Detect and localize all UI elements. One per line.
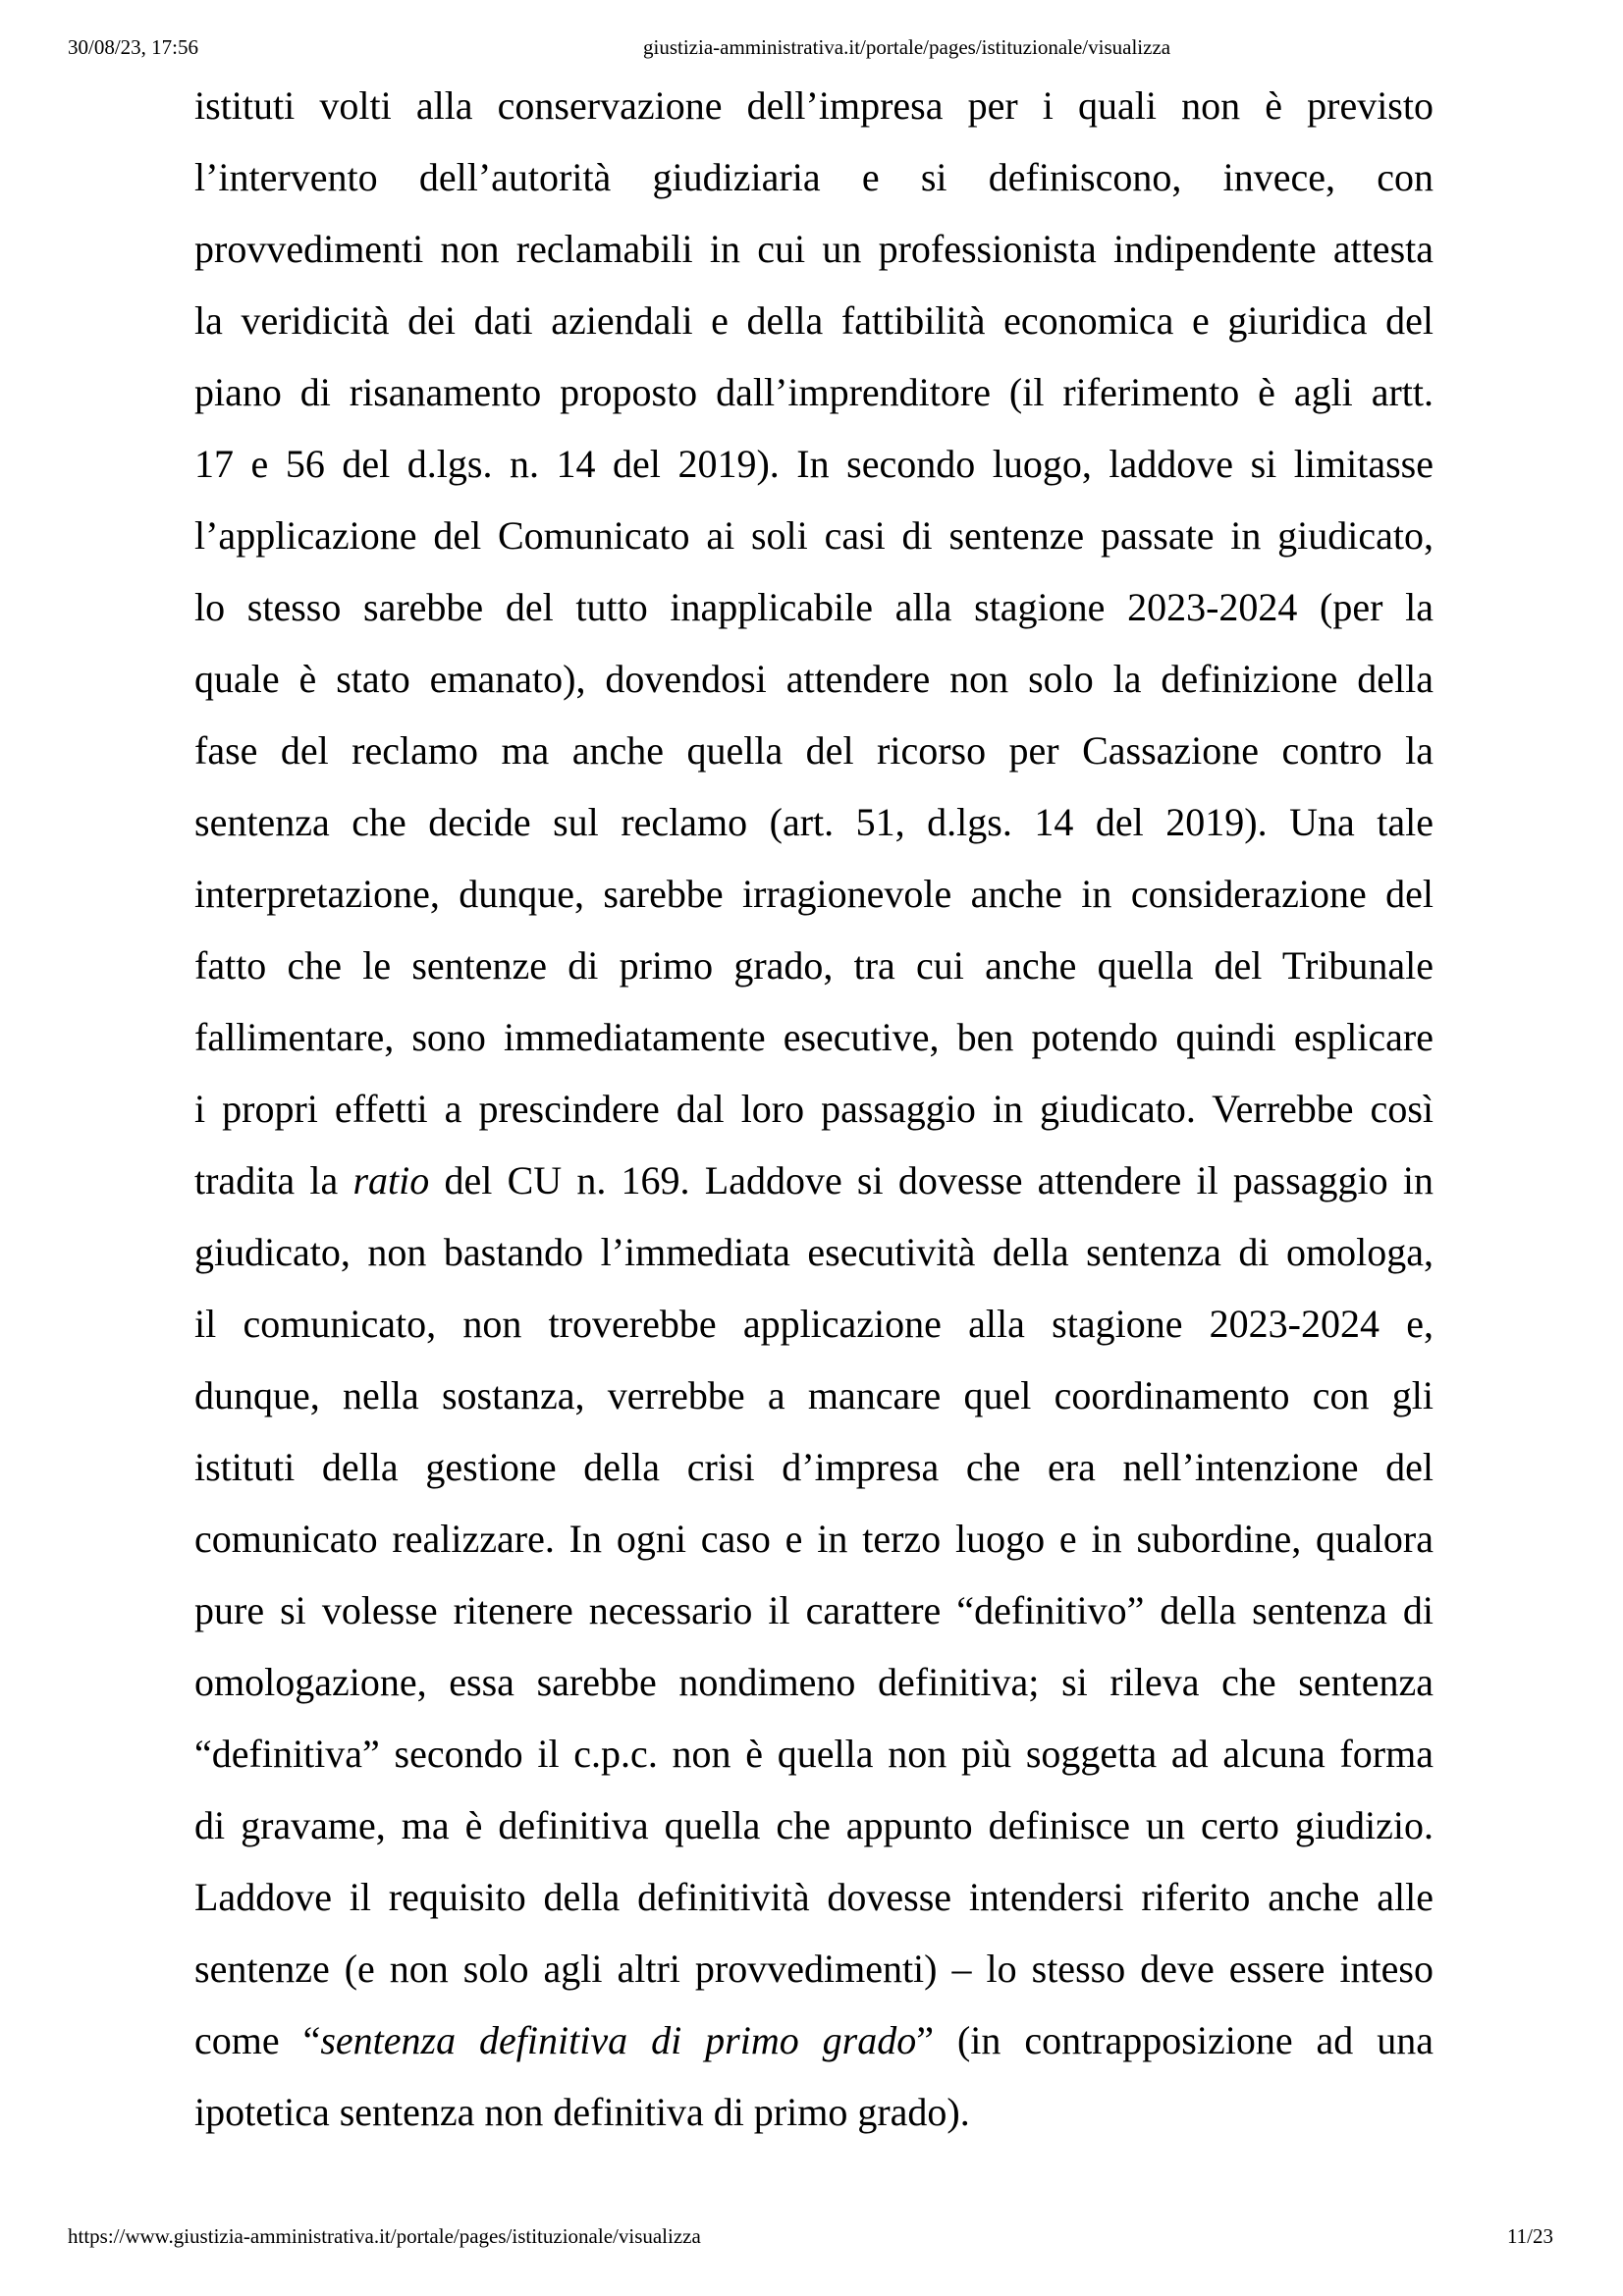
text-line: 17 e 56 del d.lgs. n. 14 del 2019). In secondo luogo, laddove si limitasse (194, 442, 1434, 486)
text-line: piano di risanamento proposto dall’imprenditore (il riferimento è agli artt. (194, 370, 1434, 414)
text-line: ipotetica sentenza non definitiva di primo grado). (194, 2090, 970, 2134)
page-number: 11/23 (1506, 2224, 1553, 2248)
text-line: omologazione, essa sarebbe nondimeno definitiva; si rileva che sentenza (194, 1660, 1434, 1704)
print-datetime: 30/08/23, 17:56 (68, 35, 199, 59)
text-line: come “sentenza definitiva di primo grado” (in contrapposizione ad una (194, 2018, 1434, 2062)
print-header-url: giustizia-amministrativa.it/portale/pages/istituzionale/visualizza (643, 35, 1171, 59)
text-line: istituti della gestione della crisi d’impresa che era nell’intenzione del (194, 1445, 1434, 1489)
text-line: l’applicazione del Comunicato ai soli casi di sentenze passate in giudicato, (194, 513, 1434, 558)
text-line: tradita la ratio del CU n. 169. Laddove si dovesse attendere il passaggio in (194, 1158, 1434, 1202)
text-line: istituti volti alla conservazione dell’impresa per i quali non è previsto (194, 83, 1434, 128)
text-line: comunicato realizzare. In ogni caso e in terzo luogo e in subordine, qualora (194, 1517, 1434, 1561)
text-line: “definitiva” secondo il c.p.c. non è quella non più soggetta ad alcuna forma (194, 1732, 1434, 1776)
text-line: interpretazione, dunque, sarebbe irragionevole anche in considerazione del (194, 872, 1434, 916)
text-line: fallimentare, sono immediatamente esecutive, ben potendo quindi esplicare (194, 1015, 1434, 1059)
text-line: fase del reclamo ma anche quella del ricorso per Cassazione contro la (194, 728, 1434, 773)
text-line: quale è stato emanato), dovendosi attendere non solo la definizione della (194, 657, 1434, 701)
document-body (194, 70, 1434, 2148)
text-line: pure si volesse ritenere necessario il carattere “definitivo” della sentenza di (194, 1588, 1434, 1632)
text-line: Laddove il requisito della definitività dovesse intendersi riferito anche alle (194, 1875, 1434, 1919)
text-line: sentenze (e non solo agli altri provvedimenti) – lo stesso deve essere inteso (194, 1947, 1434, 1991)
text-line: la veridicità dei dati aziendali e della fattibilità economica e giuridica del (194, 298, 1434, 343)
text-line: giudicato, non bastando l’immediata esecutività della sentenza di omologa, (194, 1230, 1434, 1274)
text-line: il comunicato, non troverebbe applicazione alla stagione 2023-2024 e, (194, 1302, 1434, 1346)
text-line: l’intervento dell’autorità giudiziaria e si definiscono, invece, con (194, 155, 1434, 199)
text-line: lo stesso sarebbe del tutto inapplicabile alla stagione 2023-2024 (per la (194, 585, 1434, 629)
text-line: sentenza che decide sul reclamo (art. 51, d.lgs. 14 del 2019). Una tale (194, 800, 1434, 844)
text-line: fatto che le sentenze di primo grado, tra cui anche quella del Tribunale (194, 943, 1434, 988)
text-line: di gravame, ma è definitiva quella che appunto definisce un certo giudizio. (194, 1803, 1434, 1847)
text-line: i propri effetti a prescindere dal loro passaggio in giudicato. Verrebbe così (194, 1087, 1434, 1131)
print-footer-url: https://www.giustizia-amministrativa.it/portale/pages/istituzionale/visualizza (68, 2224, 701, 2248)
text-line: provvedimenti non reclamabili in cui un professionista indipendente attesta (194, 227, 1434, 271)
text-line: dunque, nella sostanza, verrebbe a mancare quel coordinamento con gli (194, 1373, 1434, 1417)
